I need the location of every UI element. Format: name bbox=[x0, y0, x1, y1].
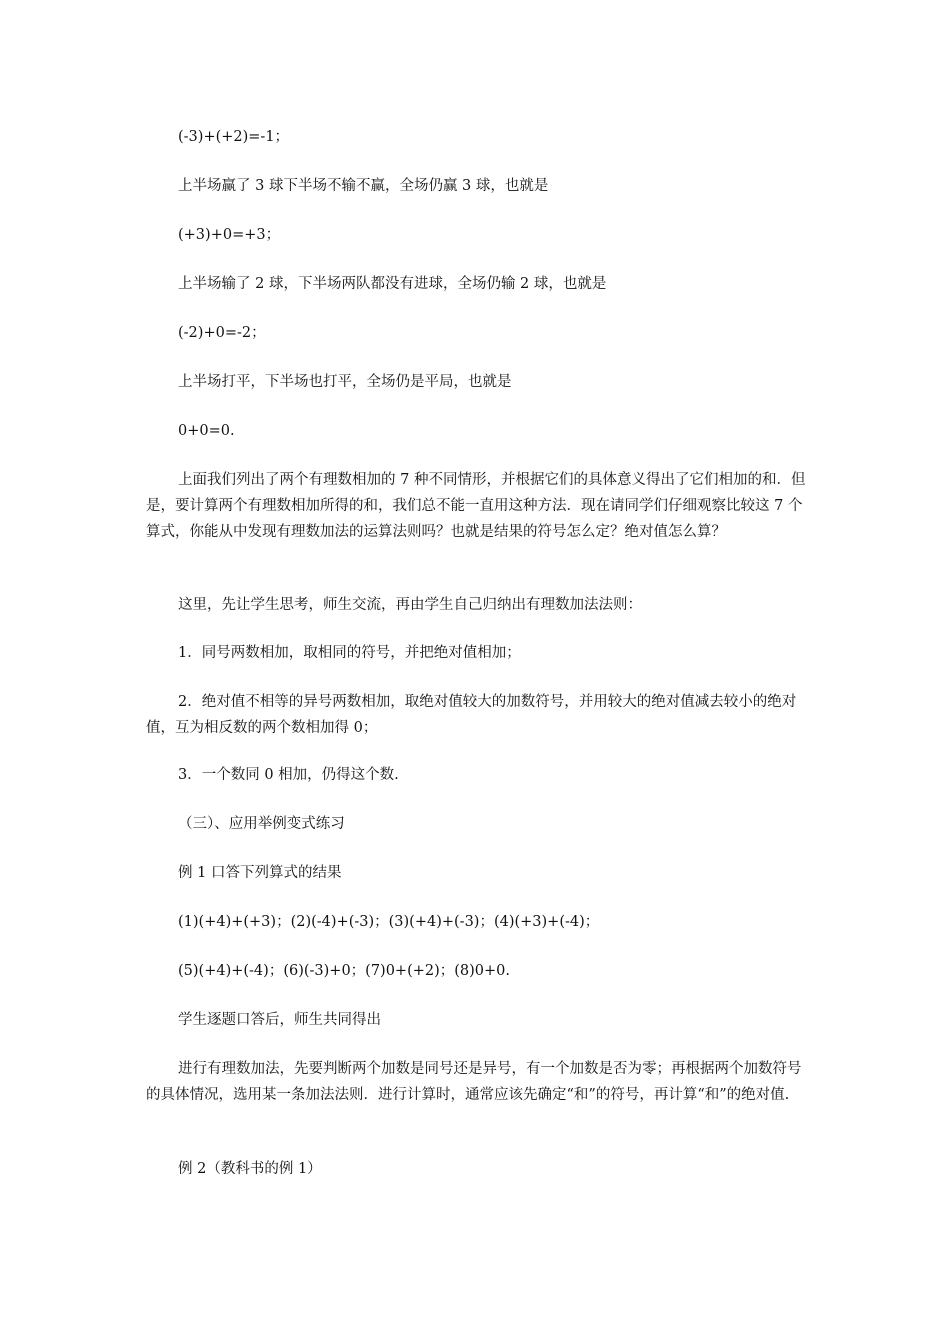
paragraph-case-draw: 上半场打平，下半场也打平，全场仍是平局，也就是 bbox=[178, 374, 512, 390]
rule-3: 3．一个数同 0 相加，仍得这个数. bbox=[178, 767, 399, 783]
paragraph-method: 进行有理数加法，先要判断两个加数是同号还是异号，有一个加数是否为零；再根据两个加数符号的具体情况，选用某一条加法法则．进行计算时，通常应该先确定“和”的符号，再计算“和”的绝对值. bbox=[146, 1061, 802, 1103]
example-1-line-1: (1)(+4)+(+3)；(2)(-4)+(-3)；(3)(+4)+(-3)；(4)(+3)+(-4)； bbox=[178, 914, 600, 930]
section-heading: （三）、应用举例变式练习 bbox=[178, 816, 345, 832]
example-1-line-2: (5)(+4)+(-4)；(6)(-3)+0；(7)0+(+2)；(8)0+0. bbox=[178, 963, 511, 979]
paragraph-equation-2: (+3)+0=+3； bbox=[178, 227, 281, 243]
paragraph-equation-1: (-3)+(+2)=-1； bbox=[178, 129, 290, 145]
paragraph-equation-3: (-2)+0=-2； bbox=[178, 325, 266, 341]
rule-1: 1．同号两数相加，取相同的符号，并把绝对值相加； bbox=[178, 645, 521, 661]
example-1-title: 例 1 口答下列算式的结果 bbox=[178, 865, 342, 881]
paragraph-summary: 上面我们列出了两个有理数相加的 7 种不同情形，并根据它们的具体意义得出了它们相加的和．但是，要计算两个有理数相加所得的和，我们总不能一直用这种方法．现在请同学们仔细观察比较这 7 个算式，你能从中发现有理数加法的运算法则吗？也就是结果的符号怎么定？绝对值怎么算？ bbox=[146, 472, 806, 540]
paragraph-case-lose: 上半场输了 2 球，下半场两队都没有进球，全场仍输 2 球，也就是 bbox=[178, 276, 607, 292]
paragraph-case-win: 上半场赢了 3 球下半场不输不赢，全场仍赢 3 球，也就是 bbox=[178, 178, 549, 194]
example-2-title: 例 2（教科书的例 1） bbox=[178, 1161, 322, 1177]
rule-2: 2．绝对值不相等的异号两数相加，取绝对值较大的加数符号，并用较大的绝对值减去较小的绝对值，互为相反数的两个数相加得 0； bbox=[146, 694, 797, 736]
paragraph-students: 学生逐题口答后，师生共同得出 bbox=[178, 1012, 381, 1028]
paragraph-intro-rules: 这里，先让学生思考，师生交流，再由学生自己归纳出有理数加法法则： bbox=[178, 597, 642, 613]
paragraph-equation-4: 0+0=0. bbox=[178, 423, 235, 439]
